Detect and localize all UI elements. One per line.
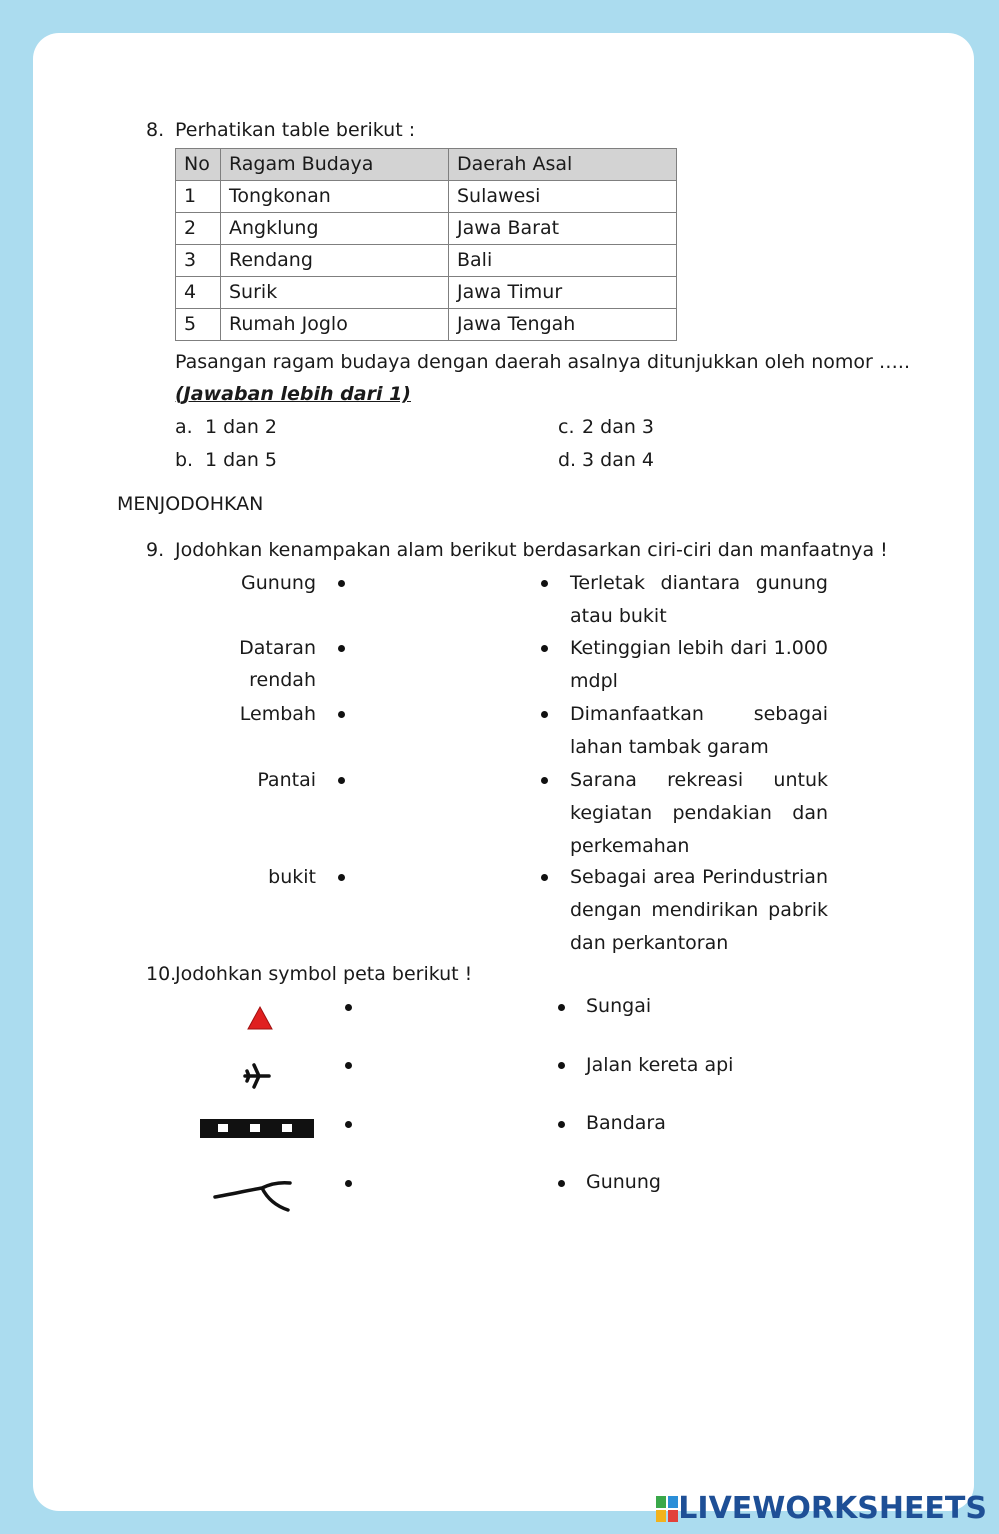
q10-right-dot[interactable] [558,1062,565,1069]
q9-left-dot[interactable] [338,874,345,881]
q9-right-item: Sarana rekreasi untuk kegiatan pendakian dan perkemahan [570,769,828,857]
table-cell: Tongkonan [221,181,449,213]
option-a[interactable]: 1 dan 2 [205,416,278,438]
q9-prompt: Jodohkan kenampakan alam berikut berdasarkan ciri-ciri dan manfaatnya ! [175,539,888,561]
option-c-letter: c. [558,416,575,438]
q9-right-dot[interactable] [541,711,548,718]
q8-note: (Jawaban lebih dari 1) [175,383,411,405]
table-header: Ragam Budaya [221,149,449,181]
q9-left-item: bukit [268,866,316,888]
q9-left-dot[interactable] [338,711,345,718]
table-cell: Angklung [221,213,449,245]
q9-right-item: Terletak diantara gunung atau bukit [570,572,828,627]
table-cell: Surik [221,277,449,309]
table-header-row [176,149,677,181]
river-icon [212,1176,294,1214]
railway-icon [200,1119,314,1138]
q10-right-dot[interactable] [558,1004,565,1011]
q9-right-dot[interactable] [541,645,548,652]
table-cell: 4 [176,277,221,309]
q9-left-dot[interactable] [338,777,345,784]
q9-left-dot[interactable] [338,645,345,652]
q9-right-dot[interactable] [541,777,548,784]
q9-right-item: Ketinggian lebih dari 1.000 mdpl [570,637,828,692]
option-d[interactable]: 3 dan 4 [582,449,655,471]
table-row [176,277,677,309]
table-row [176,309,677,341]
table-cell: 1 [176,181,221,213]
q9-left-item: Pantai [257,769,316,791]
q9-right-item: Sebagai area Perindustrian dengan mendirikan pabrik dan perkantoran [570,866,828,954]
table-header: Daerah Asal [449,149,677,181]
q10-right-item: Gunung [586,1171,661,1193]
table-cell: 5 [176,309,221,341]
q10-right-dot[interactable] [558,1180,565,1187]
q10-right-dot[interactable] [558,1121,565,1128]
q8-number: 8. [146,119,165,141]
q9-right-item: Dimanfaatkan sebagai lahan tambak garam [570,703,828,758]
q10-number: 10. [146,963,177,985]
q9-left-item: Lembah [239,703,316,725]
q10-right-item: Sungai [586,995,652,1017]
q10-left-dot[interactable] [345,1121,352,1128]
table-cell: Jawa Timur [449,277,677,309]
q10-right-item: Bandara [586,1112,666,1134]
logo-text: LIVEWORKSHEETS [678,1491,987,1526]
option-b[interactable]: 1 dan 5 [205,449,278,471]
table-cell: Rendang [221,245,449,277]
q9-left-dot[interactable] [338,580,345,587]
table-cell: 2 [176,213,221,245]
q9-left-item: Dataran rendah [239,637,316,691]
q10-right-item: Jalan kereta api [586,1054,734,1076]
table-header: No [176,149,221,181]
table-cell: Rumah Joglo [221,309,449,341]
table-row [176,181,677,213]
q9-right-dot[interactable] [541,874,548,881]
q10-prompt: Jodohkan symbol peta berikut ! [175,963,473,985]
mountain-symbol-icon [246,1005,274,1031]
q9-number: 9. [146,539,165,561]
liveworksheets-logo[interactable] [656,1491,987,1526]
section-title: MENJODOHKAN [117,493,264,515]
q9-left-item: Gunung [241,572,316,594]
option-d-letter: d. [558,449,577,471]
live-blocks-icon [656,1496,678,1522]
q8-question: Pasangan ragam budaya dengan daerah asalnya ditunjukkan oleh nomor ….. [175,351,910,373]
q8-prompt: Perhatikan table berikut : [175,119,416,141]
q10-left-dot[interactable] [345,1062,352,1069]
airplane-icon [241,1060,273,1092]
table-cell: Jawa Tengah [449,309,677,341]
q9-right-dot[interactable] [541,580,548,587]
table-row [176,245,677,277]
table-row [176,213,677,245]
table-cell: Jawa Barat [449,213,677,245]
table-cell: 3 [176,245,221,277]
option-a-letter: a. [175,416,193,438]
culture-table [175,148,677,341]
option-c[interactable]: 2 dan 3 [582,416,655,438]
table-cell: Bali [449,245,677,277]
q10-left-dot[interactable] [345,1004,352,1011]
option-b-letter: b. [175,449,194,471]
q10-left-dot[interactable] [345,1180,352,1187]
table-cell: Sulawesi [449,181,677,213]
